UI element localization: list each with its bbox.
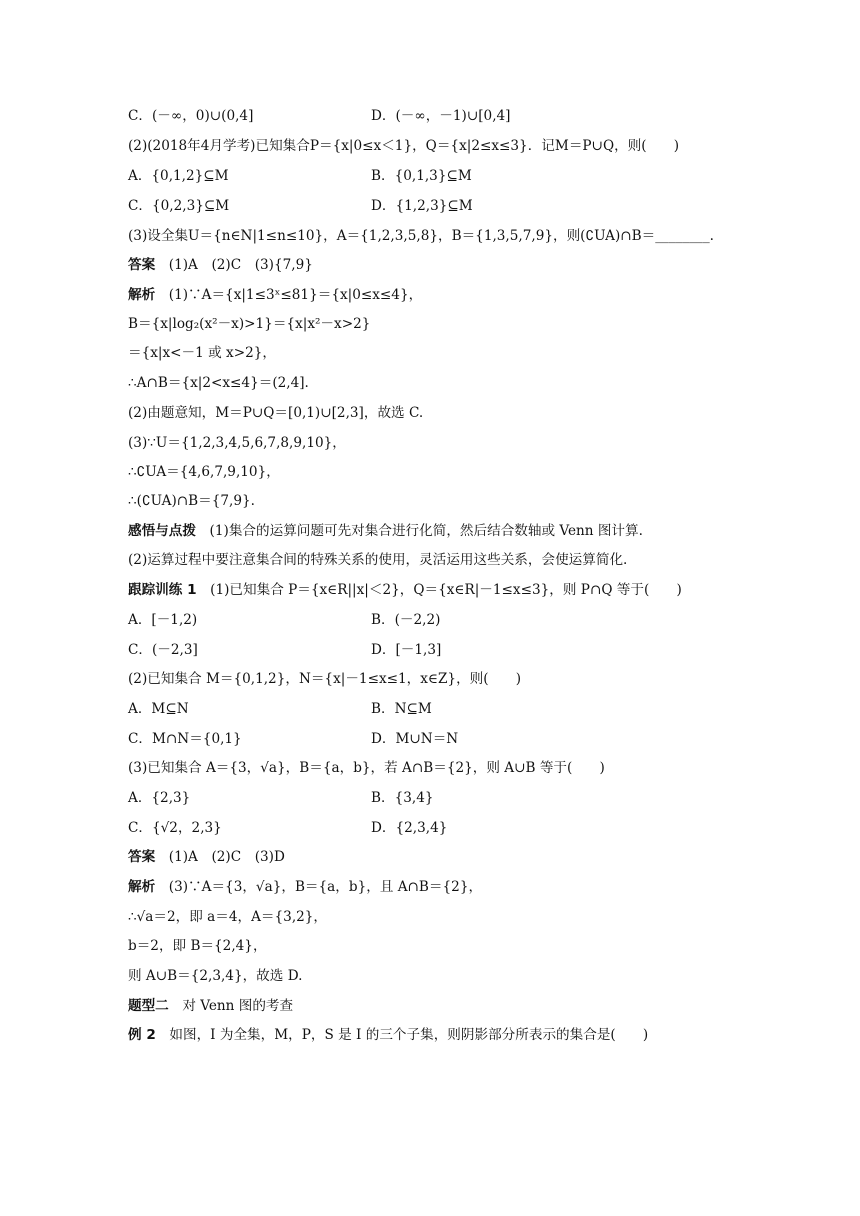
insight-line-2: (2)运算过程中要注意集合间的特殊关系的使用，灵活运用这些关系，会使运算简化. (128, 552, 628, 568)
option-b: B．{0,1,3}⊆M (371, 168, 472, 184)
option-c: C．(－2,3] (128, 642, 198, 658)
option-a-line (128, 166, 229, 186)
option-d: D．M∪N＝N (371, 731, 459, 747)
option-b: B．{3,4} (371, 790, 434, 806)
example-line (128, 1025, 648, 1045)
option-a: A．M⊆N (128, 701, 189, 717)
solution-line: ∴∁UA＝{4,6,7,9,10}， (128, 464, 280, 480)
answer-label: 答案 (128, 257, 156, 273)
section-label: 题型二 (128, 998, 169, 1014)
solution-line: (3)∵U＝{1,2,3,4,5,6,7,8,9,10}， (128, 435, 346, 451)
option-d-line (371, 196, 473, 216)
option-d: D．{1,2,3}⊆M (371, 198, 473, 214)
option-c: C．(－∞，0)∪(0,4] (128, 108, 254, 124)
answer-text: (1)A (2)C (3)D (155, 849, 285, 865)
option-d-line (371, 818, 447, 838)
analysis-label: 解析 (128, 287, 156, 303)
option-c-line (128, 106, 253, 126)
solution-line: ＝{x|x<－1 或 x>2}， (128, 345, 276, 361)
solution-line: ∴A∩B＝{x|2<x≤4}＝(2,4]. (128, 375, 309, 391)
option-d-line (371, 640, 441, 660)
option-c-line (128, 729, 242, 749)
answer-text: (1)A (2)C (3){7,9} (155, 257, 313, 273)
option-c-line (128, 818, 222, 838)
insight-text: (1)集合的运算问题可先对集合进行化简，然后结合数轴或 Venn 图计算. (195, 523, 643, 539)
practice-line (128, 580, 682, 600)
option-c-line (128, 196, 229, 216)
answer-label: 答案 (128, 849, 156, 865)
option-d: D．(－∞，－1)∪[0,4] (371, 108, 511, 124)
option-a: A．{0,1,2}⊆M (128, 168, 229, 184)
solution-line: (2)由题意知，M＝P∪Q＝[0,1)∪[2,3]，故选 C. (128, 405, 424, 421)
solution-line: B＝{x|log₂(x²－x)>1}＝{x|x²－x>2} (128, 316, 371, 332)
solution-line: ∴√a＝2，即 a＝4，A＝{3,2}， (128, 909, 328, 925)
option-a-line (128, 788, 190, 808)
practice-question-3: (3)已知集合 A＝{3，√a}，B＝{a，b}，若 A∩B＝{2}，则 A∪B 等于( ) (128, 760, 605, 776)
option-d-line (371, 106, 510, 126)
option-b-line (371, 166, 472, 186)
option-d: D．{2,3,4} (371, 820, 448, 836)
option-c: C．M∩N＝{0,1} (128, 731, 242, 747)
practice-label: 跟踪训练 1 (128, 582, 197, 598)
answer-line (128, 847, 285, 867)
question-2: (2)(2018年4月学考)已知集合P＝{x|0≤x＜1}，Q＝{x|2≤x≤3}．记M＝P∪Q，则( ) (128, 138, 680, 154)
option-b-line (371, 610, 440, 630)
solution-line: 则 A∪B＝{2,3,4}，故选 D. (128, 968, 303, 984)
option-b-line (371, 788, 434, 808)
insight-line (128, 521, 643, 541)
option-a: A．[－1,2) (128, 612, 198, 628)
solution-line: b＝2，即 B＝{2,4}， (128, 938, 267, 954)
practice-question-2: (2)已知集合 M＝{0,1,2}，N＝{x|－1≤x≤1，x∈Z}，则( ) (128, 671, 522, 687)
option-d-line (371, 729, 458, 749)
analysis-text: (3)∵A＝{3，√a}，B＝{a，b}，且 A∩B＝{2}， (155, 879, 483, 895)
option-b: B．(－2,2) (371, 612, 441, 628)
option-c: C．{0,2,3}⊆M (128, 198, 230, 214)
analysis-text: (1)∵A＝{x|1≤3ˣ≤81}＝{x|0≤x≤4}， (155, 287, 423, 303)
example-text: 如图，I 为全集，M，P，S 是 I 的三个子集，则阴影部分所表示的集合是( ) (155, 1027, 649, 1043)
section-title: 对 Venn 图的考查 (168, 998, 294, 1014)
option-c-line (128, 640, 198, 660)
section-heading (128, 996, 293, 1016)
analysis-line (128, 285, 422, 305)
option-a-line (128, 610, 197, 630)
solution-line: ∴(∁UA)∩B＝{7,9}. (128, 493, 255, 509)
analysis-label: 解析 (128, 879, 156, 895)
option-b: B．N⊆M (371, 701, 432, 717)
option-a: A．{2,3} (128, 790, 191, 806)
example-label: 例 2 (128, 1027, 156, 1043)
question-3: (3)设全集U＝{n∈N|1≤n≤10}，A＝{1,2,3,5,8}，B＝{1,3,5,7,9}，则(∁UA)∩B＝________. (128, 228, 714, 244)
option-d: D．[－1,3] (371, 642, 442, 658)
answer-line (128, 255, 313, 275)
practice-text: (1)已知集合 P＝{x∈R||x|＜2}，Q＝{x∈R|－1≤x≤3}，则 P∩Q 等于( ) (196, 582, 682, 598)
option-c: C．{√2，2,3} (128, 820, 222, 836)
insight-label: 感悟与点拨 (128, 523, 196, 539)
analysis-line (128, 877, 482, 897)
option-a-line (128, 699, 189, 719)
option-b-line (371, 699, 432, 719)
